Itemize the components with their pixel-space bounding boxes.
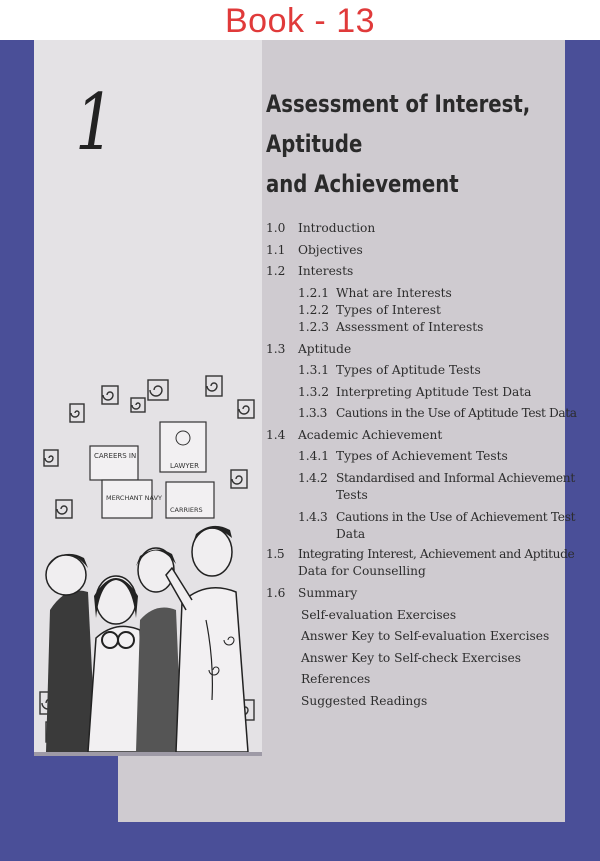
chapter-number: 1: [74, 78, 115, 168]
toc-entry-1-2-2[interactable]: 1.2.2 Types of Interest: [298, 303, 441, 317]
toc-entry-1-1[interactable]: 1.1 Objectives: [266, 243, 363, 257]
spiral-tile: [231, 470, 247, 488]
poster-careers-text: CAREERS IN: [94, 452, 137, 460]
poster-lawyer-text: LAWYER: [170, 462, 199, 470]
toc-entry-1-0[interactable]: 1.0 Introduction: [266, 221, 376, 235]
career-poster: [166, 482, 214, 518]
student-figures: [46, 526, 248, 752]
toc-entry-1-6[interactable]: 1.6 Summary: [266, 586, 358, 600]
toc-extra-suggested-readings[interactable]: Suggested Readings: [301, 694, 428, 708]
career-poster: [160, 422, 206, 472]
spiral-tile: [70, 404, 84, 422]
toc-entry-1-2-3[interactable]: 1.2.3 Assessment of Interests: [298, 320, 484, 334]
page-header: [0, 0, 600, 40]
spiral-tile: [148, 380, 168, 400]
toc-extra-references[interactable]: References: [301, 672, 371, 686]
toc-entry-1-4-2[interactable]: 1.4.2 Standardised and Informal Achievement: [298, 471, 575, 485]
spiral-tile: [44, 450, 58, 466]
toc-entry-1-2[interactable]: 1.2 Interests: [266, 264, 354, 278]
book-label: Book - 13: [224, 2, 376, 40]
student-right-pointing: [166, 526, 248, 752]
student-girl: [88, 576, 144, 752]
toc-entry-1-4-2-cont: Tests: [336, 488, 368, 502]
toc-extra-answer-key-self-check[interactable]: Answer Key to Self-check Exercises: [301, 651, 521, 665]
spiral-tile: [102, 386, 118, 404]
career-poster: [102, 480, 162, 518]
toc-entry-1-5-cont: Data for Counselling: [298, 564, 426, 578]
toc-entry-1-3-2[interactable]: 1.3.2 Interpreting Aptitude Test Data: [298, 385, 532, 399]
poster-carriers-text: CARRIERS: [170, 506, 203, 514]
toc-entry-1-2-1[interactable]: 1.2.1 What are Interests: [298, 286, 452, 300]
chapter-title: [266, 84, 565, 204]
career-poster: [90, 446, 138, 480]
chapter-title-line-1: Assessment of Interest, Aptitude: [266, 90, 531, 158]
chapter-title-line-2: and Achievement: [266, 170, 459, 198]
toc-entry-1-3[interactable]: 1.3 Aptitude: [266, 342, 352, 356]
student-left: [46, 554, 96, 752]
toc-entry-1-3-1[interactable]: 1.3.1 Types of Aptitude Tests: [298, 363, 481, 377]
students-illustration: [36, 370, 261, 752]
toc-entry-1-3-3[interactable]: 1.3.3 Cautions in the Use of Aptitude Test Data: [298, 406, 577, 420]
toc-entry-1-4-3-cont: Data: [336, 527, 366, 541]
spiral-tile: [131, 398, 145, 412]
toc-entry-1-4[interactable]: 1.4 Academic Achievement: [266, 428, 443, 442]
toc-entry-1-4-1[interactable]: 1.4.1 Types of Achievement Tests: [298, 449, 508, 463]
toc-extra-self-evaluation[interactable]: Self-evaluation Exercises: [301, 608, 457, 622]
toc-extra-answer-key-self-evaluation[interactable]: Answer Key to Self-evaluation Exercises: [301, 629, 550, 643]
toc-entry-1-5[interactable]: 1.5 Integrating Interest, Achievement and Aptitude: [266, 547, 575, 561]
spiral-tile: [238, 400, 254, 418]
spiral-tile: [206, 376, 222, 396]
spiral-tile: [56, 500, 72, 518]
poster-merchant-navy-text: MERCHANT NAVY: [106, 494, 162, 502]
panel-shadow: [34, 752, 262, 756]
toc-entry-1-4-3[interactable]: 1.4.3 Cautions in the Use of Achievement Test: [298, 510, 576, 524]
